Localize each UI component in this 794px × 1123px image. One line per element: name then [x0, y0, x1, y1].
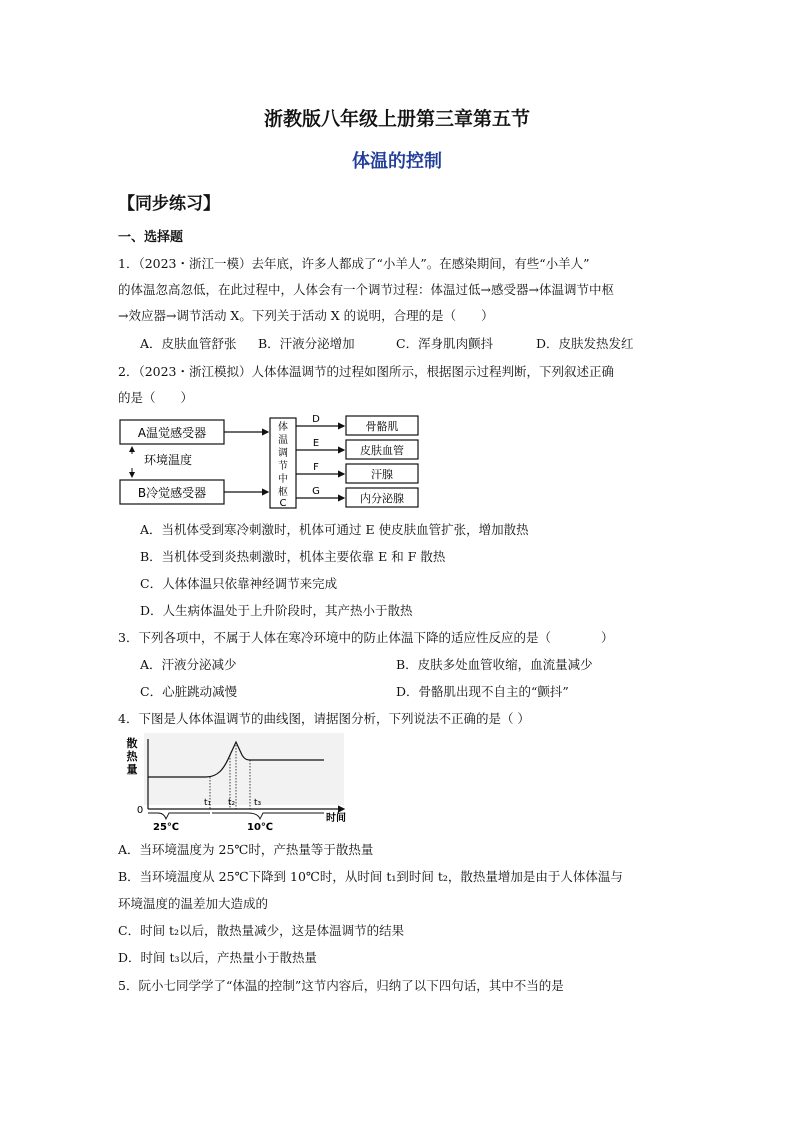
q4-option-a: A．当环境温度为 25℃时，产热量等于散热量	[118, 842, 374, 857]
part-heading: 一、选择题	[118, 230, 184, 245]
q4-stem: 4．下图是人体体温调节的曲线图，请据图分析，下列说法不正确的是（ ）	[118, 711, 530, 726]
q1-option-d: D．皮肤发热发红	[536, 336, 634, 351]
origin-label: 0	[136, 805, 144, 816]
center-char-4: 节	[278, 461, 288, 472]
q3-option-b: B．皮肤多处血管收缩，血流量减少	[396, 657, 593, 672]
q5-stem: 5．阮小七同学学了“体温的控制”这节内容后，归纳了以下四句话，其中不当的是	[118, 978, 564, 993]
xlabel: 时间	[326, 813, 346, 824]
arrow-label-g: G	[312, 486, 320, 497]
range-25-bracket	[148, 813, 210, 819]
t1-label: t₁	[204, 798, 212, 808]
page-subtitle: 体温的控制	[352, 151, 442, 172]
q3-stem: 3．下列各项中，不属于人体在寒冷环境中的防止体温下降的适应性反应的是（ ）	[118, 630, 614, 645]
q1-stem-line3: →效应器→调节活动 X。下列关于活动 X 的说明，合理的是（ ）	[118, 308, 494, 323]
arrow-label-d: D	[312, 414, 320, 425]
q4-option-d: D．时间 t₃以后，产热量小于散热量	[118, 950, 318, 965]
q3-option-a: A．汗液分泌减少	[140, 657, 237, 672]
effector-skeletal-muscle: 骨骼肌	[365, 420, 399, 433]
effector-skin-vessels: 皮肤血管	[360, 444, 404, 457]
range-25-label: 25℃	[152, 822, 180, 833]
center-char-1: 体	[278, 422, 288, 433]
q1-option-b: B．汗液分泌增加	[258, 336, 355, 351]
q1-stem-line2: 的体温忽高忽低，在此过程中，人体会有一个调节过程：体温过低→感受器→体温调节中枢	[118, 282, 614, 297]
q4-option-b-line2: 环境温度的温差加大造成的	[118, 896, 269, 911]
q4-option-c: C．时间 t₂以后，散热量减少，这是体温调节的结果	[118, 923, 405, 938]
center-char-2: 温	[278, 435, 288, 446]
q1-stem-line1: 1．（2023・浙江一模）去年底，许多人都成了“小羊人”。在感染期间，有些“小羊人”	[118, 256, 590, 271]
page-title: 浙教版八年级上册第三章第五节	[263, 108, 530, 130]
graph-background	[144, 733, 344, 805]
center-char-3: 调	[278, 448, 288, 459]
environment-label: 环境温度	[144, 453, 193, 467]
effector-endocrine-gland: 内分泌腺	[360, 492, 404, 505]
center-char-5: 中	[278, 474, 288, 485]
range-10-bracket	[212, 813, 324, 819]
q2-stem-line2: 的是（ ）	[118, 390, 194, 405]
q2-option-b: B．当机体受到炎热刺激时，机体主要依靠 E 和 F 散热	[140, 549, 446, 564]
ylabel-char-1: 散	[126, 737, 138, 750]
section-label: 【同步练习】	[118, 194, 220, 214]
q2-option-c: C．人体体温只依靠神经调节来完成	[140, 576, 338, 591]
q1-option-a: A．皮肤血管舒张	[140, 336, 237, 351]
center-char-7: C	[279, 498, 287, 509]
receptor-a-label: A温觉感受器	[137, 426, 207, 440]
q4-option-b-line1: B．当环境温度从 25℃下降到 10℃时，从时间 t₁到时间 t₂，散热量增加是由于人体体温与	[118, 869, 623, 884]
arrow-label-e: E	[312, 438, 320, 449]
q2-option-d: D．人生病体温处于上升阶段时，其产热小于散热	[140, 603, 413, 618]
heat-dissipation-graph	[118, 733, 368, 833]
t3-label: t₃	[254, 798, 262, 808]
range-10-label: 10℃	[246, 822, 274, 833]
receptor-b-label: B冷觉感受器	[137, 486, 207, 500]
effector-sweat-gland: 汗腺	[371, 468, 393, 481]
q3-option-d: D．骨骼肌出现不自主的“颤抖”	[396, 684, 569, 699]
ylabel-char-3: 量	[126, 763, 138, 776]
q1-option-c: C．浑身肌肉颤抖	[396, 336, 494, 351]
center-char-6: 枢	[278, 487, 288, 498]
q2-option-a: A．当机体受到寒冷刺激时，机体可通过 E 使皮肤血管扩张，增加散热	[140, 522, 529, 537]
arrow-label-f: F	[313, 462, 319, 473]
ylabel-char-2: 热	[126, 750, 138, 763]
q2-stem-line1: 2．（2023・浙江模拟）人体体温调节的过程如图所示，根据图示过程判断，下列叙述正确	[118, 364, 615, 379]
q3-option-c: C．心脏跳动减慢	[140, 684, 238, 699]
t2-label: t₂	[228, 798, 236, 808]
thermoregulation-diagram	[118, 412, 428, 512]
